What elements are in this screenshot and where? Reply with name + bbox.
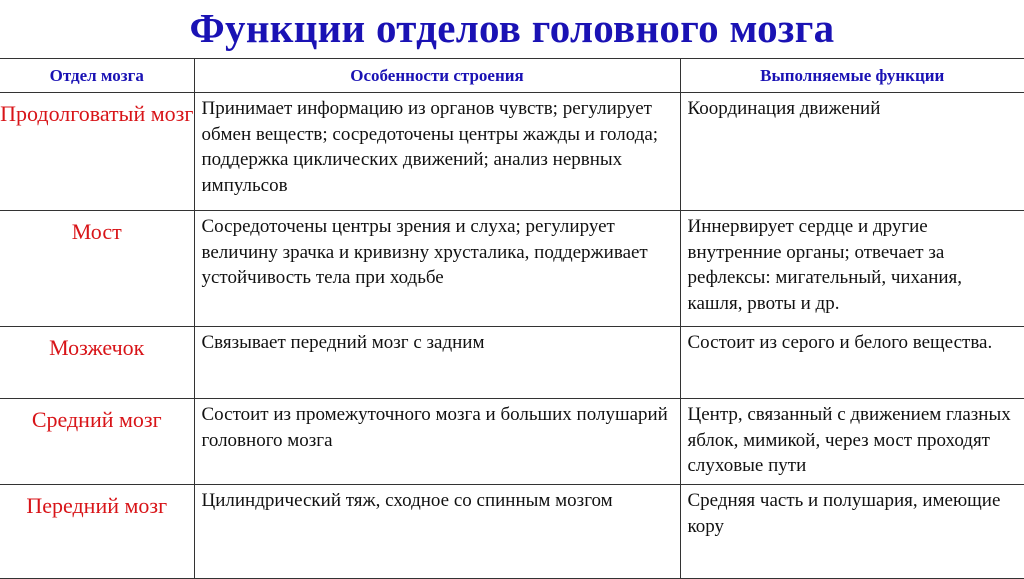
functions-cell: Средняя часть и полушария, имеющие кору (680, 485, 1024, 579)
structure-cell: Состоит из промежуточного мозга и больших полушарий головного мозга (194, 399, 680, 485)
column-header-functions: Выполняемые функции (680, 59, 1024, 93)
functions-cell: Иннервирует сердце и другие внутренние органы; отвечает за рефлексы: мигательный, чихания, кашля, рвоты и др. (680, 211, 1024, 327)
functions-cell: Состоит из серого и белого вещества. (680, 327, 1024, 399)
table-row (0, 327, 1024, 399)
page-title: Функции отделов головного мозга (189, 5, 835, 51)
structure-cell: Связывает передний мозг с задним (194, 327, 680, 399)
column-header-structure: Особенности строения (194, 59, 680, 93)
section-name: Средний мозг (0, 399, 194, 485)
table-row (0, 399, 1024, 485)
functions-cell: Координация движений (680, 93, 1024, 211)
structure-cell: Цилиндрический тяж, сходное со спинным мозгом (194, 485, 680, 579)
brain-functions-table (0, 58, 1024, 579)
column-header-section: Отдел мозга (0, 59, 194, 93)
table-row (0, 211, 1024, 327)
table-row (0, 93, 1024, 211)
section-name: Продолговатый мозг (0, 93, 194, 211)
table-row (0, 485, 1024, 579)
functions-cell: Центр, связанный с движением глазных яблок, мимикой, через мост проходят слуховые пути (680, 399, 1024, 485)
section-name: Мост (0, 211, 194, 327)
section-name: Передний мозг (0, 485, 194, 579)
structure-cell: Принимает информацию из органов чувств; регулирует обмен веществ; сосредоточены центры жажды и голода; поддержка циклических движений; анализ нервных импульсов (194, 93, 680, 211)
structure-cell: Сосредоточены центры зрения и слуха; регулирует величину зрачка и кривизну хрусталика, поддерживает устойчивость тела при ходьбе (194, 211, 680, 327)
section-name: Мозжечок (0, 327, 194, 399)
table-header-row (0, 59, 1024, 93)
